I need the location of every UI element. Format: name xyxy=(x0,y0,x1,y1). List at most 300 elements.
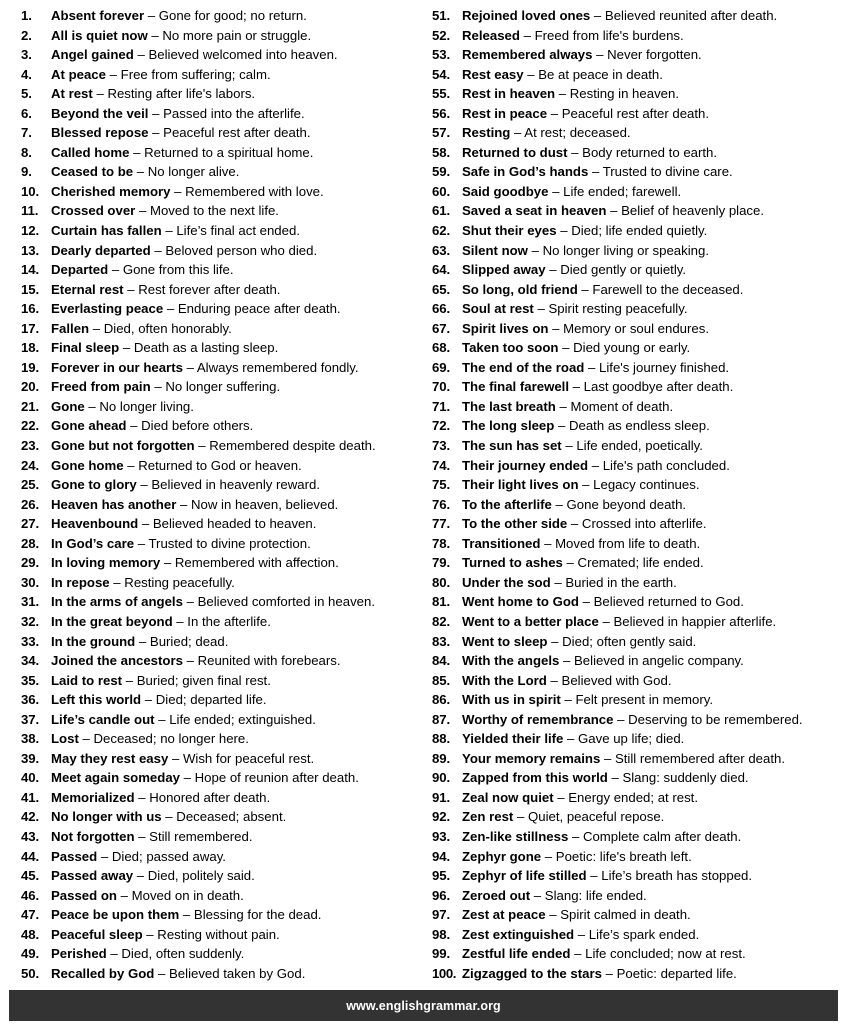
list-item-definition: – Died, often suddenly. xyxy=(106,946,245,962)
list-item xyxy=(21,221,420,241)
list-item-number: 61. xyxy=(432,203,451,219)
list-item-number: 16. xyxy=(21,301,40,317)
list-item-body xyxy=(51,710,316,730)
list-item-body xyxy=(51,221,300,241)
list-item-term: Shut their eyes xyxy=(462,223,557,239)
list-item-number: 60. xyxy=(432,183,451,199)
list-item-term: Taken too soon xyxy=(462,340,559,356)
list-item-number: 80. xyxy=(432,574,451,590)
list-item-term: Zeal now quiet xyxy=(462,789,554,805)
list-item-body xyxy=(462,260,686,280)
list-item-term: The sun has set xyxy=(462,438,562,454)
list-item-body xyxy=(462,925,699,945)
list-item-body xyxy=(51,964,305,984)
list-item xyxy=(432,768,843,788)
list-item xyxy=(21,201,420,221)
list-item-term: Lost xyxy=(51,731,79,747)
list-item-number: 43. xyxy=(21,828,40,844)
list-item-body xyxy=(51,553,339,573)
list-item-number: 72. xyxy=(432,418,451,434)
list-item-term: No longer with us xyxy=(51,809,162,825)
list-item-definition: – Deserving to be remembered. xyxy=(613,711,803,727)
list-item-definition: – Free from suffering; calm. xyxy=(105,66,271,82)
list-item-number: 78. xyxy=(432,535,451,551)
list-item-body xyxy=(462,788,698,808)
list-item xyxy=(432,612,843,632)
list-item xyxy=(432,866,843,886)
list-item xyxy=(432,827,843,847)
list-item-definition: – Moment of death. xyxy=(555,398,674,414)
list-item xyxy=(432,964,843,984)
list-item-term: Called home xyxy=(51,144,130,160)
list-item-number: 23. xyxy=(21,438,40,454)
list-item-definition: – Complete calm after death. xyxy=(568,828,742,844)
list-item-body xyxy=(462,710,803,730)
list-item-definition: – Believed reunited after death. xyxy=(590,8,778,23)
list-item-body xyxy=(462,84,679,104)
list-item xyxy=(21,964,420,984)
list-item-definition: – Death as a lasting sleep. xyxy=(119,340,279,356)
list-item xyxy=(432,475,843,495)
list-item-term: All is quiet now xyxy=(51,27,148,43)
list-item-term: Joined the ancestors xyxy=(51,653,183,669)
list-item xyxy=(21,514,420,534)
list-item-definition: – Believed in happier afterlife. xyxy=(598,613,777,629)
list-item-term: Everlasting peace xyxy=(51,301,164,317)
list-item-number: 79. xyxy=(432,555,451,571)
list-item xyxy=(21,436,420,456)
list-item xyxy=(21,553,420,573)
list-item-body xyxy=(462,847,692,867)
list-item-definition: – Still remembered after death. xyxy=(600,750,785,766)
list-item-number: 11. xyxy=(21,203,39,219)
list-item-term: Worthy of remembrance xyxy=(462,711,614,727)
list-item xyxy=(21,905,420,925)
list-item-definition: – Returned to a spiritual home. xyxy=(129,144,314,160)
list-item-number: 87. xyxy=(432,711,451,727)
list-item-definition: – No longer alive. xyxy=(133,164,240,180)
list-item-definition: – Buried; given final rest. xyxy=(122,672,271,688)
list-item-body xyxy=(462,45,702,65)
list-item-number: 59. xyxy=(432,164,451,180)
list-item-definition: – Energy ended; at rest. xyxy=(553,789,699,805)
list-item xyxy=(432,162,843,182)
list-item-definition: – Moved from life to death. xyxy=(540,535,701,551)
list-item-definition: – Resting after life's labors. xyxy=(92,86,256,102)
list-column-right xyxy=(424,6,847,983)
list-item xyxy=(432,514,843,534)
list-item xyxy=(21,162,420,182)
list-item xyxy=(21,123,420,143)
list-item-definition: – Felt present in memory. xyxy=(560,692,713,708)
list-item xyxy=(432,495,843,515)
list-item-body xyxy=(51,905,321,925)
list-item-number: 70. xyxy=(432,379,451,395)
list-item-term: Final sleep xyxy=(51,340,120,356)
list-item xyxy=(432,221,843,241)
list-item-body xyxy=(51,847,226,867)
list-item xyxy=(432,592,843,612)
list-item-number: 46. xyxy=(21,887,40,903)
list-item-body xyxy=(51,45,338,65)
list-item-definition: – Deceased; no longer here. xyxy=(78,731,249,747)
list-item-body xyxy=(51,416,253,436)
list-item-body xyxy=(51,690,266,710)
list-item-body xyxy=(462,26,684,46)
list-item-body xyxy=(462,338,690,358)
list-item xyxy=(432,26,843,46)
list-item-number: 76. xyxy=(432,496,451,512)
list-item-term: Their journey ended xyxy=(462,457,589,473)
list-item xyxy=(432,143,843,163)
list-item-body xyxy=(51,84,255,104)
list-item-body xyxy=(51,866,255,886)
list-item-body xyxy=(51,573,235,593)
list-item xyxy=(21,768,420,788)
list-item-definition: – Body returned to earth. xyxy=(567,144,718,160)
list-item-term: Recalled by God xyxy=(51,965,155,981)
list-item xyxy=(21,671,420,691)
list-item-body xyxy=(462,866,752,886)
list-item xyxy=(432,280,843,300)
list-item-term: To the other side xyxy=(462,516,568,532)
list-item xyxy=(432,84,843,104)
list-item-definition: – Always remembered fondly. xyxy=(182,359,359,375)
list-item-number: 85. xyxy=(432,672,451,688)
list-item-number: 36. xyxy=(21,692,40,708)
list-item-definition: – Quiet, peaceful repose. xyxy=(513,809,665,825)
list-item-number: 90. xyxy=(432,770,451,786)
list-item xyxy=(21,651,420,671)
list-item-number: 30. xyxy=(21,574,40,590)
list-item-number: 14. xyxy=(21,262,40,278)
list-item-definition: – Rest forever after death. xyxy=(123,281,281,297)
list-item-number: 10. xyxy=(21,183,40,199)
list-item-body xyxy=(462,182,681,202)
list-item xyxy=(21,886,420,906)
list-item xyxy=(21,143,420,163)
list-item-body xyxy=(462,964,737,984)
list-item-number: 12. xyxy=(21,223,40,239)
list-item xyxy=(21,925,420,945)
list-item xyxy=(432,534,843,554)
list-item-definition: – Enduring peace after death. xyxy=(163,301,341,317)
list-item-term: Memorialized xyxy=(51,789,135,805)
list-item-body xyxy=(462,221,707,241)
list-item-definition: – Poetic: departed life. xyxy=(601,965,737,981)
list-item xyxy=(21,377,420,397)
list-item-term: Zen rest xyxy=(462,809,514,825)
list-item xyxy=(21,84,420,104)
list-item-term: So long, old friend xyxy=(462,281,578,297)
list-item xyxy=(21,495,420,515)
list-item-definition: – Reunited with forebears. xyxy=(182,653,341,669)
list-item-body xyxy=(462,299,688,319)
list-item-term: Zest at peace xyxy=(462,907,546,923)
list-item-definition: – Wish for peaceful rest. xyxy=(168,750,315,766)
list-item-body xyxy=(51,299,341,319)
list-item-term: Blessed repose xyxy=(51,125,149,141)
list-item-term: Peace be upon them xyxy=(51,907,180,923)
list-item-definition: – Gone for good; no return. xyxy=(144,8,307,23)
list-item-number: 75. xyxy=(432,477,451,493)
list-item-definition: – Died; life ended quietly. xyxy=(556,223,708,239)
list-item-body xyxy=(462,280,743,300)
list-item-number: 40. xyxy=(21,770,40,786)
list-item-term: In repose xyxy=(51,574,110,590)
list-item-number: 77. xyxy=(432,516,451,532)
list-item-number: 44. xyxy=(21,848,40,864)
list-item-number: 57. xyxy=(432,125,451,141)
list-item-definition: – No longer living or speaking. xyxy=(527,242,710,258)
list-item xyxy=(21,534,420,554)
list-item xyxy=(432,241,843,261)
list-item xyxy=(21,944,420,964)
list-item-term: The final farewell xyxy=(462,379,569,395)
list-item xyxy=(432,925,843,945)
list-item-term: Zest extinguished xyxy=(462,926,575,942)
list-item-term: Gone but not forgotten xyxy=(51,438,195,454)
list-item-definition: – Gone beyond death. xyxy=(551,496,687,512)
list-item xyxy=(432,358,843,378)
list-item-body xyxy=(462,749,785,769)
list-item-body xyxy=(462,690,713,710)
list-item-term: Gone ahead xyxy=(51,418,127,434)
list-item-number: 37. xyxy=(21,711,40,727)
list-item xyxy=(432,690,843,710)
list-item-term: Saved a seat in heaven xyxy=(462,203,607,219)
list-item-body xyxy=(462,886,647,906)
list-item-number: 21. xyxy=(21,398,40,414)
list-item-term: Fallen xyxy=(51,320,90,336)
list-item-number: 51. xyxy=(432,8,451,23)
list-item-definition: – No longer suffering. xyxy=(150,379,281,395)
list-item-number: 92. xyxy=(432,809,451,825)
list-item-definition: – Life concluded; now at rest. xyxy=(570,946,746,962)
list-item-number: 67. xyxy=(432,320,451,336)
list-item-body xyxy=(51,788,270,808)
list-item-number: 49. xyxy=(21,946,40,962)
list-item-number: 20. xyxy=(21,379,40,395)
list-item-number: 2. xyxy=(21,27,32,43)
list-item-body xyxy=(51,671,271,691)
list-item-definition: – Trusted to divine care. xyxy=(588,164,733,180)
list-item xyxy=(21,573,420,593)
list-item-definition: – Now in heaven, believed. xyxy=(176,496,339,512)
list-item-number: 94. xyxy=(432,848,451,864)
list-item xyxy=(21,612,420,632)
footer-site-url: www.englishgrammar.org xyxy=(346,998,501,1013)
list-item-number: 47. xyxy=(21,907,40,923)
list-item-term: Crossed over xyxy=(51,203,136,219)
list-item-body xyxy=(462,671,671,691)
list-item xyxy=(432,573,843,593)
list-item-term: Slipped away xyxy=(462,262,546,278)
list-item-term: Ceased to be xyxy=(51,164,134,180)
list-item-body xyxy=(51,495,338,515)
list-item-number: 8. xyxy=(21,144,32,160)
list-item-body xyxy=(462,632,696,652)
list-item-definition: – Remembered with affection. xyxy=(160,555,339,571)
list-item xyxy=(432,299,843,319)
list-item-definition: – Slang: suddenly died. xyxy=(607,770,749,786)
list-item xyxy=(21,241,420,261)
list-item-term: Left this world xyxy=(51,692,142,708)
list-item xyxy=(21,592,420,612)
list-item xyxy=(432,416,843,436)
list-item-number: 53. xyxy=(432,47,451,63)
list-item-definition: – Last goodbye after death. xyxy=(569,379,734,395)
list-item-term: Soul at rest xyxy=(462,301,534,317)
list-item-term: In loving memory xyxy=(51,555,161,571)
list-item-term: Their light lives on xyxy=(462,477,579,493)
list-item-term: Passed on xyxy=(51,887,117,903)
list-item-body xyxy=(462,241,709,261)
list-item-definition: – Remembered with love. xyxy=(170,183,324,199)
list-item-term: At rest xyxy=(51,86,93,102)
list-item-number: 28. xyxy=(21,535,40,551)
list-item-term: Yielded their life xyxy=(462,731,564,747)
list-item-number: 33. xyxy=(21,633,40,649)
list-item xyxy=(21,690,420,710)
list-item-definition: – Moved to the next life. xyxy=(135,203,279,219)
list-item xyxy=(432,182,843,202)
list-item-term: Heavenbound xyxy=(51,516,139,532)
list-item-term: May they rest easy xyxy=(51,750,169,766)
list-item-number: 17. xyxy=(21,320,40,336)
list-item-body xyxy=(462,436,703,456)
list-item-term: Went to sleep xyxy=(462,633,548,649)
list-item-body xyxy=(462,358,729,378)
list-item xyxy=(432,847,843,867)
list-item-body xyxy=(51,886,244,906)
list-item xyxy=(21,807,420,827)
list-item-body xyxy=(51,632,228,652)
list-item-term: Passed xyxy=(51,848,98,864)
list-item-term: Rest easy xyxy=(462,66,524,82)
list-item-definition: – No longer living. xyxy=(84,398,194,414)
list-item-term: Beyond the veil xyxy=(51,105,149,121)
list-item-definition: – Gone from this life. xyxy=(108,262,234,278)
list-item xyxy=(432,651,843,671)
list-item-term: Zephyr of life stilled xyxy=(462,868,587,884)
list-item-body xyxy=(462,65,663,85)
list-item xyxy=(432,886,843,906)
list-item-definition: – Died, often honorably. xyxy=(89,320,232,336)
list-item-number: 89. xyxy=(432,750,451,766)
list-item-term: Absent forever xyxy=(51,8,145,23)
list-item-definition: – Spirit calmed in death. xyxy=(545,907,691,923)
list-item-body xyxy=(462,612,776,632)
list-item-number: 18. xyxy=(21,340,40,356)
list-item-number: 69. xyxy=(432,359,451,375)
list-item-term: In the great beyond xyxy=(51,613,173,629)
list-item-body xyxy=(51,260,234,280)
list-item-definition: – Legacy continues. xyxy=(578,477,700,493)
list-item-body xyxy=(51,241,317,261)
list-item xyxy=(21,847,420,867)
list-item-number: 91. xyxy=(432,789,451,805)
list-item-term: Laid to rest xyxy=(51,672,123,688)
list-item-definition: – Deceased; absent. xyxy=(161,809,287,825)
list-item-term: Zigzagged to the stars xyxy=(462,965,602,981)
list-item-number: 9. xyxy=(21,164,32,180)
list-item-number: 65. xyxy=(432,281,451,297)
list-item-term: Your memory remains xyxy=(462,750,601,766)
list-item xyxy=(21,319,420,339)
list-item-definition: – Believed comforted in heaven. xyxy=(182,594,375,610)
list-item-body xyxy=(462,729,684,749)
list-item-body xyxy=(51,280,280,300)
footer-bar xyxy=(9,990,838,1021)
list-item-term: Gone home xyxy=(51,457,124,473)
list-item-term: Zephyr gone xyxy=(462,848,542,864)
list-item-body xyxy=(462,6,777,26)
list-item-term: Gone to glory xyxy=(51,477,137,493)
list-item-definition: – Peaceful rest after death. xyxy=(148,125,311,141)
list-item-body xyxy=(51,807,286,827)
list-item xyxy=(432,729,843,749)
list-item-term: Released xyxy=(462,27,520,43)
list-item xyxy=(21,475,420,495)
list-item-body xyxy=(51,104,305,124)
list-item-term: Remembered always xyxy=(462,47,593,63)
list-item-number: 74. xyxy=(432,457,451,473)
list-item-body xyxy=(51,123,311,143)
list-item xyxy=(21,299,420,319)
list-item-term: Peaceful sleep xyxy=(51,926,143,942)
list-item-body xyxy=(462,377,733,397)
list-item xyxy=(432,905,843,925)
list-item-definition: – Believed with God. xyxy=(546,672,672,688)
list-item-definition: – Life’s spark ended. xyxy=(574,926,700,942)
list-item-definition: – Returned to God or heaven. xyxy=(123,457,302,473)
list-item-body xyxy=(462,319,709,339)
list-item xyxy=(432,6,843,26)
list-item-definition: – Trusted to divine protection. xyxy=(134,535,311,551)
list-item-definition: – Died before others. xyxy=(126,418,254,434)
list-item-term: Curtain has fallen xyxy=(51,223,162,239)
list-item-definition: – Be at peace in death. xyxy=(523,66,663,82)
list-item-number: 25. xyxy=(21,477,40,493)
list-item-definition: – Buried; dead. xyxy=(135,633,229,649)
list-item-number: 81. xyxy=(432,594,451,610)
list-item-definition: – Life ended, poetically. xyxy=(561,438,703,454)
list-item-number: 95. xyxy=(432,868,451,884)
list-item-term: Returned to dust xyxy=(462,144,568,160)
list-item-term: The long sleep xyxy=(462,418,555,434)
list-item-body xyxy=(51,182,324,202)
list-item-definition: – Moved on in death. xyxy=(116,887,244,903)
list-item-number: 62. xyxy=(432,223,451,239)
list-item-term: Rest in peace xyxy=(462,105,548,121)
list-item-number: 3. xyxy=(21,47,32,63)
list-item xyxy=(432,377,843,397)
list-item-term: Went to a better place xyxy=(462,613,599,629)
list-item-body xyxy=(462,495,686,515)
list-item-body xyxy=(462,534,700,554)
list-item-number: 27. xyxy=(21,516,40,532)
list-item-definition: – Resting without pain. xyxy=(142,926,280,942)
list-item xyxy=(432,201,843,221)
list-item xyxy=(21,788,420,808)
list-item xyxy=(432,436,843,456)
list-item xyxy=(21,397,420,417)
list-item-body xyxy=(462,123,631,143)
list-item-body xyxy=(51,6,307,26)
list-item-number: 35. xyxy=(21,672,40,688)
list-item-definition: – In the afterlife. xyxy=(172,613,271,629)
